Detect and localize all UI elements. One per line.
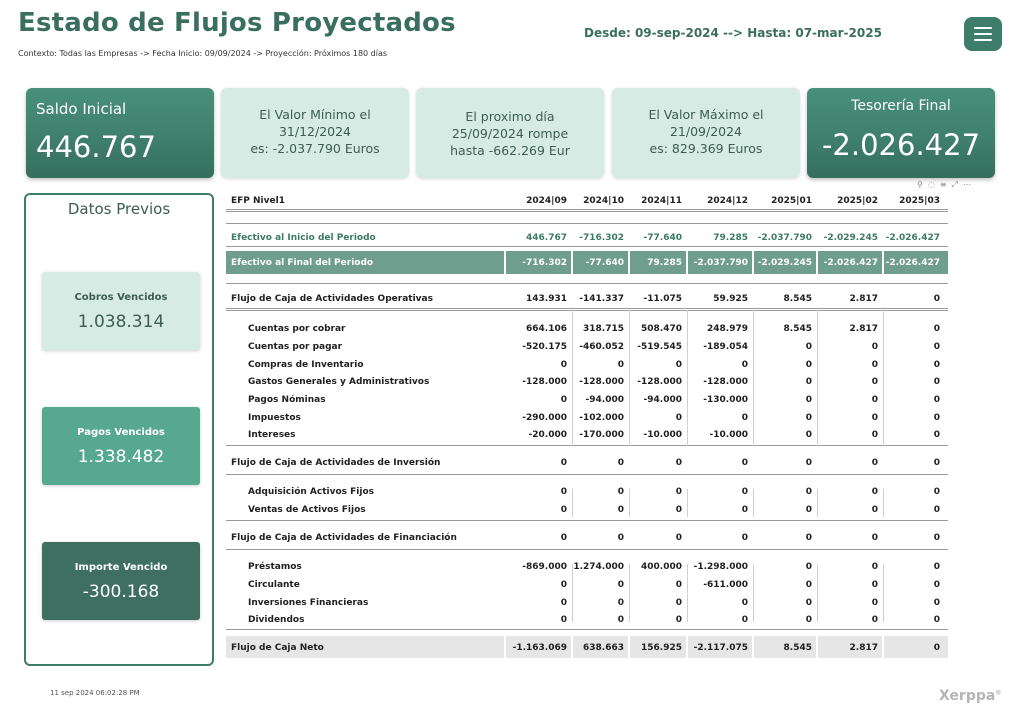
table-cell: 0 xyxy=(933,598,940,608)
kpi-line: El Valor Mínimo el xyxy=(259,107,371,122)
row-label: Gastos Generales y Administrativos xyxy=(248,377,430,387)
table-cell: 0 xyxy=(805,533,812,543)
table-cell: -519.545 xyxy=(637,342,682,352)
table-cell: 0 xyxy=(871,430,878,440)
card-value: 1.338.482 xyxy=(77,447,165,467)
table-cell: -77.640 xyxy=(585,258,624,268)
kpi-value: -2.026.427 xyxy=(821,128,981,162)
card-label: Importe Vencido xyxy=(74,562,168,573)
table-header-row xyxy=(226,192,948,210)
table-cell: -128.000 xyxy=(579,377,624,387)
table-cell: 0 xyxy=(871,487,878,497)
table-row[interactable] xyxy=(226,558,948,576)
table-header-label: EFP Nivel1 xyxy=(231,196,285,206)
table-cell: 0 xyxy=(617,360,624,370)
table-row[interactable] xyxy=(226,636,948,658)
kpi-valor-maximo xyxy=(612,88,800,178)
table-cell: 0 xyxy=(805,360,812,370)
table-cell: -2.029.245 xyxy=(823,233,878,243)
table-row[interactable] xyxy=(226,373,948,391)
kpi-line: 21/09/2024 xyxy=(669,124,743,139)
comment-icon[interactable]: ◌ xyxy=(927,180,940,189)
more-options-icon[interactable]: ⋯ xyxy=(962,180,976,189)
table-cell: 0 xyxy=(617,505,624,515)
kpi-line: 31/12/2024 xyxy=(278,124,352,139)
table-cell: 0 xyxy=(933,413,940,423)
table-cell: 0 xyxy=(617,533,624,543)
table-cell: -189.054 xyxy=(703,342,748,352)
table-cell: 0 xyxy=(560,487,567,497)
table-cell: 0 xyxy=(675,413,682,423)
table-cell: 2.817 xyxy=(849,643,878,653)
kpi-label: Tesorería Final xyxy=(851,98,951,114)
row-label: Impuestos xyxy=(248,413,301,423)
table-cell: 0 xyxy=(933,395,940,405)
table-cell: 0 xyxy=(805,413,812,423)
kpi-valor-minimo xyxy=(221,88,409,178)
table-cell: 0 xyxy=(933,580,940,590)
table-row[interactable] xyxy=(226,409,948,427)
table-cell: 0 xyxy=(741,458,748,468)
row-label: Dividendos xyxy=(248,615,305,625)
card-cobros-vencidos xyxy=(42,272,200,350)
table-cell: -102.000 xyxy=(579,413,624,423)
table-cell: 79.285 xyxy=(713,233,748,243)
table-cell: -10.000 xyxy=(643,430,682,440)
datos-previos-panel xyxy=(24,193,214,666)
table-cell: -1.163.069 xyxy=(512,643,567,653)
table-cell: 0 xyxy=(805,377,812,387)
table-row[interactable] xyxy=(226,320,948,338)
table-cell: 508.470 xyxy=(641,324,682,334)
table-cell: 664.106 xyxy=(526,324,567,334)
table-row[interactable] xyxy=(226,426,948,444)
column-header[interactable]: 2024|11 xyxy=(641,196,682,206)
table-cell: 0 xyxy=(871,342,878,352)
table-cell: 0 xyxy=(560,615,567,625)
table-row[interactable] xyxy=(226,338,948,356)
table-row[interactable] xyxy=(226,594,948,612)
row-label: Efectivo al Final del Periodo xyxy=(231,258,374,268)
table-cell: 0 xyxy=(675,615,682,625)
panel-title: Datos Previos xyxy=(67,200,171,218)
table-cell: -10.000 xyxy=(709,430,748,440)
table-cell: -130.000 xyxy=(703,395,748,405)
table-cell: -2.026.427 xyxy=(885,233,940,243)
table-cell: 0 xyxy=(933,342,940,352)
table-cell: -716.302 xyxy=(522,258,567,268)
table-cell: 0 xyxy=(741,360,748,370)
table-cell: 400.000 xyxy=(641,562,682,572)
kpi-proximo-dia xyxy=(416,88,604,178)
table-cell: 0 xyxy=(741,615,748,625)
table-cell: 59.925 xyxy=(713,294,748,304)
table-cell: -520.175 xyxy=(522,342,567,352)
row-label: Inversiones Financieras xyxy=(248,598,369,608)
pin-icon[interactable]: ⚲ xyxy=(917,180,928,189)
table-cell: 0 xyxy=(871,360,878,370)
brand-registered-mark: ® xyxy=(995,689,1002,697)
menu-button[interactable] xyxy=(964,17,1002,51)
table-cell: -290.000 xyxy=(522,413,567,423)
kpi-line: es: -2.037.790 Euros xyxy=(250,141,380,156)
kpi-line: El proximo día xyxy=(465,109,555,124)
table-cell: 0 xyxy=(933,615,940,625)
table-cell: 0 xyxy=(805,487,812,497)
table-cell: -128.000 xyxy=(522,377,567,387)
table-cell: 0 xyxy=(617,598,624,608)
table-cell: 0 xyxy=(805,395,812,405)
table-cell: -2.117.075 xyxy=(693,643,748,653)
table-cell: 0 xyxy=(871,458,878,468)
table-cell: 0 xyxy=(741,505,748,515)
focus-mode-icon[interactable]: ⤢ xyxy=(951,180,963,189)
table-cell: 0 xyxy=(933,487,940,497)
table-cell: -2.037.790 xyxy=(757,233,812,243)
table-cell: 0 xyxy=(675,533,682,543)
card-label: Cobros Vencidos xyxy=(74,292,168,303)
table-cell: -128.000 xyxy=(637,377,682,387)
table-cell: 0 xyxy=(933,430,940,440)
column-header[interactable]: 2024|09 xyxy=(526,196,567,206)
table-cell: 143.931 xyxy=(526,294,567,304)
brand-name: Xerppa xyxy=(939,688,996,704)
kpi-line: es: 829.369 Euros xyxy=(649,141,763,156)
table-cell: -94.000 xyxy=(585,395,624,405)
row-label: Efectivo al Inicio del Periodo xyxy=(231,233,376,243)
table-cell: 0 xyxy=(560,533,567,543)
kpi-line: 25/09/2024 rompe xyxy=(451,126,569,141)
table-row[interactable] xyxy=(226,391,948,409)
row-label: Adquisición Activos Fijos xyxy=(248,487,375,497)
table-row[interactable] xyxy=(226,454,948,472)
column-header[interactable]: 2025|02 xyxy=(837,196,878,206)
table-cell: 0 xyxy=(871,580,878,590)
table-cell: 0 xyxy=(675,487,682,497)
kpi-value: 446.767 xyxy=(36,130,156,164)
table-cell: 8.545 xyxy=(783,643,812,653)
table-cell: 0 xyxy=(741,533,748,543)
table-cell: 0 xyxy=(933,505,940,515)
card-importe-vencido xyxy=(42,542,200,620)
table-cell: -611.000 xyxy=(703,580,748,590)
table-cell: -20.000 xyxy=(528,430,567,440)
card-value: 1.038.314 xyxy=(77,312,165,332)
table-cell: 0 xyxy=(805,505,812,515)
table-cell: 0 xyxy=(560,505,567,515)
table-cell: -2.037.790 xyxy=(693,258,748,268)
kpi-tesoreria-final xyxy=(807,88,995,178)
table-cell: -94.000 xyxy=(643,395,682,405)
table-cell: 0 xyxy=(675,458,682,468)
table-cell: -1.298.000 xyxy=(693,562,748,572)
table-cell: 0 xyxy=(933,294,940,304)
table-cell: 0 xyxy=(805,562,812,572)
table-cell: 8.545 xyxy=(783,294,812,304)
table-row[interactable] xyxy=(226,529,948,547)
report-timestamp: 11 sep 2024 06:02:28 PM xyxy=(50,689,140,697)
table-rule xyxy=(226,474,948,475)
kpi-label: Saldo Inicial xyxy=(36,100,127,118)
table-cell: -2.029.245 xyxy=(757,258,812,268)
table-cell: 0 xyxy=(933,324,940,334)
row-label: Compras de Inventario xyxy=(248,360,364,370)
table-cell: 0 xyxy=(675,580,682,590)
table-cell: 0 xyxy=(933,458,940,468)
table-cell: 248.979 xyxy=(707,324,748,334)
table-cell: 79.285 xyxy=(647,258,682,268)
table-cell: 0 xyxy=(560,598,567,608)
table-rule xyxy=(226,520,948,521)
row-label: Cuentas por pagar xyxy=(248,342,343,352)
table-row[interactable] xyxy=(226,290,948,308)
table-cell: 0 xyxy=(871,533,878,543)
table-cell: 0 xyxy=(617,487,624,497)
row-label: Flujo de Caja de Actividades Operativas xyxy=(231,294,433,304)
table-cell: -128.000 xyxy=(703,377,748,387)
table-rule xyxy=(226,223,948,224)
table-cell: -77.640 xyxy=(643,233,682,243)
kpi-line: El Valor Máximo el xyxy=(648,107,764,122)
table-cell: 0 xyxy=(560,458,567,468)
table-cell: 0 xyxy=(617,580,624,590)
table-cell: 156.925 xyxy=(641,643,682,653)
row-label: Cuentas por cobrar xyxy=(248,324,346,334)
table-cell: 0 xyxy=(560,360,567,370)
hamburger-menu-icon xyxy=(974,33,992,35)
table-cell: 0 xyxy=(871,615,878,625)
table-cell: 0 xyxy=(933,533,940,543)
table-cell: 0 xyxy=(560,580,567,590)
table-cell: 0 xyxy=(871,505,878,515)
table-cell: -2.026.427 xyxy=(823,258,878,268)
table-cell: 318.715 xyxy=(583,324,624,334)
kpi-line: hasta -662.269 Eur xyxy=(450,143,570,158)
context-subtitle: Contexto: Todas las Empresas -> Fecha Inicio: 09/09/2024 -> Proyección: Próximos 180 días xyxy=(18,49,388,58)
table-row[interactable] xyxy=(226,356,948,374)
table-cell: 0 xyxy=(805,580,812,590)
row-label: Pagos Nóminas xyxy=(248,395,326,405)
visual-toolbar xyxy=(917,180,976,190)
column-header[interactable]: 2024|12 xyxy=(707,196,748,206)
table-rule xyxy=(226,549,948,550)
table-cell: 638.663 xyxy=(583,643,624,653)
table-cell: 0 xyxy=(617,458,624,468)
table-row[interactable] xyxy=(226,229,948,247)
table-cell: 2.817 xyxy=(849,324,878,334)
table-cell: 1.274.000 xyxy=(573,562,624,572)
hamburger-menu-icon xyxy=(974,27,992,29)
card-label: Pagos Vencidos xyxy=(77,427,165,438)
table-cell: 2.817 xyxy=(849,294,878,304)
table-cell: 0 xyxy=(741,413,748,423)
table-row[interactable] xyxy=(226,611,948,629)
column-header[interactable]: 2024|10 xyxy=(583,196,624,206)
table-cell: 8.545 xyxy=(783,324,812,334)
cell-separator xyxy=(504,636,506,658)
kpi-saldo-inicial xyxy=(26,88,214,178)
table-cell: -2.026.427 xyxy=(885,258,940,268)
table-cell: 0 xyxy=(871,377,878,387)
filter-icon[interactable]: ≡ xyxy=(939,180,952,189)
brand-logo xyxy=(939,688,1001,704)
table-cell: 446.767 xyxy=(526,233,567,243)
table-cell: 0 xyxy=(871,562,878,572)
column-header[interactable]: 2025|03 xyxy=(899,196,940,206)
table-cell: 0 xyxy=(933,562,940,572)
row-label: Flujo de Caja Neto xyxy=(231,643,324,653)
table-rule xyxy=(226,308,948,311)
date-range: Desde: 09-sep-2024 --> Hasta: 07-mar-2025 xyxy=(584,26,882,40)
row-label: Ventas de Activos Fijos xyxy=(248,505,366,515)
table-rule xyxy=(226,283,948,284)
table-cell: 0 xyxy=(560,395,567,405)
row-label: Flujo de Caja de Actividades de Inversión xyxy=(231,458,441,468)
hamburger-menu-icon xyxy=(974,39,992,41)
table-cell: 0 xyxy=(741,487,748,497)
table-cell: -869.000 xyxy=(522,562,567,572)
table-cell: -170.000 xyxy=(579,430,624,440)
table-row[interactable] xyxy=(226,251,948,274)
table-cell: 0 xyxy=(617,615,624,625)
table-cell: 0 xyxy=(805,458,812,468)
row-label: Intereses xyxy=(248,430,296,440)
table-cell: 0 xyxy=(741,598,748,608)
row-label: Circulante xyxy=(248,580,300,590)
table-rule xyxy=(226,629,948,630)
table-cell: 0 xyxy=(933,360,940,370)
table-cell: -460.052 xyxy=(579,342,624,352)
table-cell: 0 xyxy=(871,598,878,608)
table-cell: 0 xyxy=(675,360,682,370)
table-cell: 0 xyxy=(933,377,940,387)
table-cell: 0 xyxy=(933,643,940,653)
table-rule xyxy=(226,209,948,212)
table-cell: 0 xyxy=(805,615,812,625)
table-cell: 0 xyxy=(871,395,878,405)
column-header[interactable]: 2025|01 xyxy=(771,196,812,206)
row-label: Flujo de Caja de Actividades de Financiación xyxy=(231,533,457,543)
table-row[interactable] xyxy=(226,501,948,519)
table-row[interactable] xyxy=(226,483,948,501)
page-title: Estado de Flujos Proyectados xyxy=(18,8,456,38)
card-value: -300.168 xyxy=(82,582,160,602)
table-cell: 0 xyxy=(805,430,812,440)
table-cell: 0 xyxy=(675,505,682,515)
table-cell: 0 xyxy=(675,598,682,608)
cell-separator xyxy=(504,251,506,274)
row-label: Préstamos xyxy=(248,562,302,572)
table-cell: -11.075 xyxy=(643,294,682,304)
table-cell: -716.302 xyxy=(579,233,624,243)
table-cell: -141.337 xyxy=(579,294,624,304)
table-cell: 0 xyxy=(805,342,812,352)
table-cell: 0 xyxy=(805,598,812,608)
card-pagos-vencidos xyxy=(42,407,200,485)
table-rule xyxy=(226,445,948,446)
table-row[interactable] xyxy=(226,576,948,594)
table-cell: 0 xyxy=(871,413,878,423)
